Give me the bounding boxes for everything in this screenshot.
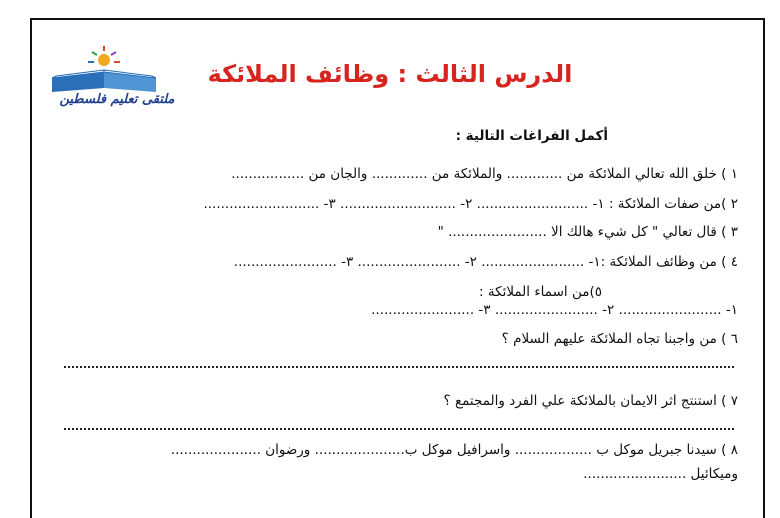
book-sun-icon [42, 44, 192, 94]
question-8-continued: وميكائيل ........................ [583, 466, 738, 482]
site-logo [42, 44, 192, 116]
question-4: ٤ ) من وظائف الملائكة :١- ........................ ٢- ........................ ٣- ........................ [233, 254, 738, 270]
lesson-title: الدرس الثالث : وظائف الملائكة [207, 60, 573, 88]
question-1: ١ ) خلق الله تعالي الملائكة من ............. والملائكة من ............. والجان من ................. [231, 166, 738, 182]
question-7: ٧ ) استنتج اثر الايمان بالملائكة علي الفرد والمجتمع ؟ [443, 393, 738, 409]
instruction-text: أكمل الفراغات التالية : [455, 128, 608, 144]
question-8: ٨ ) سيدنا جبريل موكل ب .................. واسرافيل موكل ب..................... ورضوان ..................... [170, 442, 738, 458]
question-6: ٦ ) من واجبنا تجاه الملائكة عليهم السلام ؟ [501, 331, 738, 347]
question-5-items: ١- ........................ ٢- ........................ ٣- ........................ [371, 302, 738, 318]
answer-line-6 [64, 366, 734, 368]
question-5-heading: ٥)من اسماء الملائكة : [479, 284, 602, 300]
question-3: ٣ ) قال تعالي " كل شيء هالك الا ....................... " [437, 224, 738, 240]
logo-text: ملتقى تعليم فلسطين [59, 92, 175, 107]
answer-line-7 [64, 428, 734, 430]
question-2: ٢ )من صفات الملائكة : ١- .......................... ٢- ........................... ٣- ........................... [203, 196, 738, 212]
